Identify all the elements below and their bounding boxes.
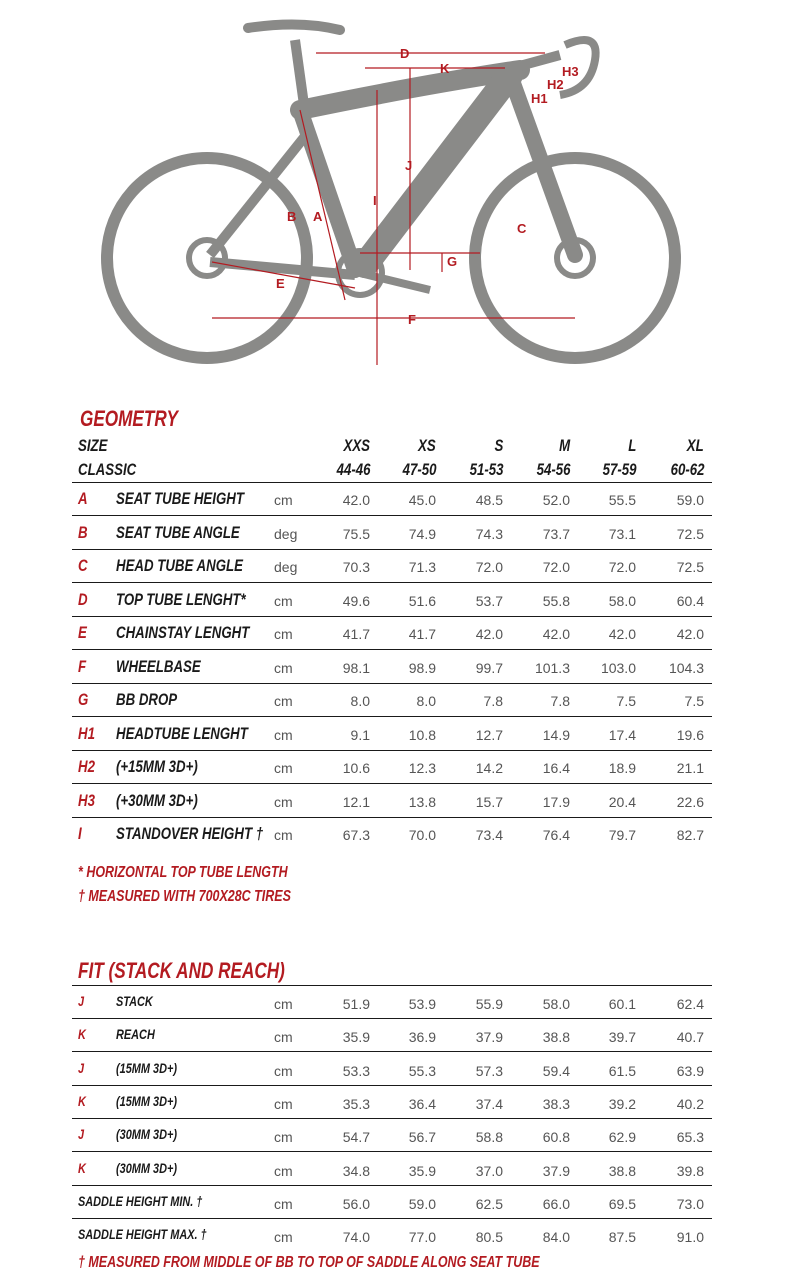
- row-unit: cm: [274, 492, 293, 508]
- row-id: H3: [78, 790, 95, 810]
- row-value: 72.5: [676, 559, 704, 575]
- geometry-row: [72, 517, 712, 550]
- row-value: 45.0: [408, 492, 436, 508]
- row-value: 76.4: [542, 827, 570, 843]
- row-value: 10.6: [342, 760, 370, 776]
- row-value: 55.9: [475, 996, 503, 1012]
- geometry-row: [72, 718, 712, 751]
- size-header: L: [627, 436, 636, 455]
- row-value: 72.0: [542, 559, 570, 575]
- row-value: 73.7: [542, 525, 570, 542]
- row-value: 59.0: [676, 492, 704, 508]
- row-value: 14.9: [542, 726, 570, 743]
- row-unit: cm: [274, 1195, 293, 1212]
- row-value: 41.7: [408, 626, 436, 642]
- geometry-row: [72, 483, 712, 516]
- row-value: 80.5: [475, 1229, 503, 1246]
- row-value: 21.1: [676, 760, 704, 776]
- row-value: 8.0: [350, 693, 370, 709]
- row-value: 40.2: [676, 1095, 704, 1112]
- row-value: 51.6: [408, 592, 436, 609]
- row-value: 12.1: [342, 793, 370, 810]
- row-id: H1: [78, 723, 95, 743]
- row-label: SEAT TUBE HEIGHT: [116, 489, 244, 508]
- fit-row: [72, 1186, 712, 1219]
- row-value: 74.0: [342, 1229, 370, 1246]
- row-value: 18.9: [608, 760, 636, 776]
- diagram-label-k: K: [440, 61, 450, 76]
- row-value: 73.4: [475, 827, 503, 843]
- row-value: 7.5: [616, 693, 636, 709]
- row-value: 35.9: [342, 1029, 370, 1046]
- row-value: 75.5: [342, 525, 370, 542]
- row-id: H2: [78, 757, 95, 776]
- row-label: WHEELBASE: [116, 656, 201, 676]
- row-value: 9.1: [350, 726, 370, 743]
- size-range: 57-59: [602, 460, 636, 479]
- row-label: HEADTUBE LENGHT: [116, 723, 248, 743]
- diagram-label-h1: H1: [531, 91, 548, 106]
- classic-label: CLASSIC: [78, 460, 137, 479]
- row-value: 67.3: [342, 827, 370, 843]
- row-value: 98.1: [342, 659, 370, 676]
- row-value: 84.0: [542, 1229, 570, 1246]
- note-standover: † MEASURED WITH 700X28C TIRES: [78, 888, 291, 905]
- row-unit: cm: [274, 592, 293, 609]
- row-value: 37.9: [542, 1162, 570, 1179]
- size-label: SIZE: [78, 436, 108, 455]
- row-value: 62.5: [475, 1195, 503, 1212]
- fit-row: [72, 1053, 712, 1086]
- rear-wheel: [107, 158, 307, 358]
- row-value: 36.9: [408, 1029, 436, 1046]
- row-value: 40.7: [676, 1029, 704, 1046]
- fit-top-rule: [72, 985, 712, 986]
- row-unit: cm: [274, 1229, 293, 1246]
- size-range: 60-62: [670, 460, 704, 479]
- row-unit: cm: [274, 1062, 293, 1079]
- row-value: 48.5: [475, 492, 503, 508]
- diagram-label-j: J: [405, 158, 413, 173]
- row-id: D: [78, 589, 88, 609]
- row-value: 13.8: [408, 793, 436, 810]
- row-value: 53.7: [475, 592, 503, 609]
- row-value: 39.7: [608, 1029, 636, 1046]
- row-id: J: [78, 1059, 85, 1076]
- row-id: J: [78, 993, 85, 1009]
- row-id: C: [78, 556, 88, 575]
- row-value: 49.6: [342, 592, 370, 609]
- row-value: 56.0: [342, 1195, 370, 1212]
- geometry-row: [72, 684, 712, 717]
- diagram-label-f: F: [408, 312, 416, 327]
- row-value: 60.8: [542, 1129, 570, 1146]
- row-value: 19.6: [676, 726, 704, 743]
- row-value: 60.1: [608, 996, 636, 1012]
- row-value: 60.4: [676, 592, 704, 609]
- row-label: (15MM 3D+): [116, 1092, 177, 1109]
- row-value: 55.3: [408, 1062, 436, 1079]
- row-value: 58.0: [542, 996, 570, 1012]
- row-value: 101.3: [534, 659, 570, 676]
- geometry-title: GEOMETRY: [80, 406, 178, 431]
- row-label: (30MM 3D+): [116, 1126, 177, 1143]
- row-value: 42.0: [475, 626, 503, 642]
- row-value: 58.0: [608, 592, 636, 609]
- row-value: 66.0: [542, 1195, 570, 1212]
- size-range: 51-53: [469, 460, 503, 479]
- row-value: 65.3: [676, 1129, 704, 1146]
- row-value: 70.3: [342, 559, 370, 575]
- row-unit: cm: [274, 996, 293, 1012]
- row-value: 87.5: [608, 1229, 636, 1246]
- diagram-label-h2: H2: [547, 77, 564, 92]
- row-value: 59.0: [408, 1195, 436, 1212]
- row-unit: cm: [274, 1162, 293, 1179]
- row-value: 74.3: [475, 525, 503, 542]
- row-value: 42.0: [608, 626, 636, 642]
- row-value: 22.6: [676, 793, 704, 810]
- fit-row: [72, 1019, 712, 1052]
- row-value: 58.8: [475, 1129, 503, 1146]
- row-unit: cm: [274, 760, 293, 776]
- row-value: 56.7: [408, 1129, 436, 1146]
- row-value: 36.4: [408, 1095, 436, 1112]
- row-unit: cm: [274, 793, 293, 810]
- row-value: 73.0: [676, 1195, 704, 1212]
- row-value: 7.8: [550, 693, 570, 709]
- geometry-row: [72, 751, 712, 784]
- row-value: 72.0: [475, 559, 503, 575]
- row-value: 104.3: [668, 659, 704, 676]
- row-label: SEAT TUBE ANGLE: [116, 522, 240, 542]
- row-unit: cm: [274, 659, 293, 676]
- bike-geometry-diagram: [0, 0, 800, 380]
- row-value: 62.9: [608, 1129, 636, 1146]
- row-value: 35.9: [408, 1162, 436, 1179]
- row-label: BB DROP: [116, 690, 178, 709]
- row-value: 12.7: [475, 726, 503, 743]
- diagram-label-a: A: [313, 209, 323, 224]
- diagram-label-e: E: [276, 276, 285, 291]
- row-value: 51.9: [342, 996, 370, 1012]
- row-value: 98.9: [408, 659, 436, 676]
- geometry-row: [72, 818, 712, 850]
- row-value: 55.8: [542, 592, 570, 609]
- size-range: 44-46: [336, 460, 370, 479]
- row-label: STANDOVER HEIGHT †: [116, 824, 264, 843]
- diagram-label-g: G: [447, 254, 458, 269]
- row-label: REACH: [116, 1026, 155, 1043]
- row-label: SADDLE HEIGHT MIN. †: [78, 1192, 203, 1209]
- row-value: 74.9: [408, 525, 436, 542]
- row-label: HEAD TUBE ANGLE: [116, 556, 243, 575]
- row-value: 77.0: [408, 1229, 436, 1246]
- row-value: 42.0: [542, 626, 570, 642]
- size-header: S: [494, 436, 503, 455]
- row-id: B: [78, 522, 88, 542]
- diagram-label-b: B: [287, 209, 297, 224]
- row-label: CHAINSTAY LENGHT: [116, 623, 250, 642]
- row-value: 54.7: [342, 1129, 370, 1146]
- size-header: XXS: [343, 436, 370, 455]
- row-value: 79.7: [608, 827, 636, 843]
- row-label: (30MM 3D+): [116, 1159, 177, 1176]
- row-value: 63.9: [676, 1062, 704, 1079]
- row-id: K: [78, 1026, 86, 1043]
- row-id: K: [78, 1092, 86, 1109]
- row-value: 10.8: [408, 726, 436, 743]
- size-range: 47-50: [402, 460, 436, 479]
- row-value: 69.5: [608, 1195, 636, 1212]
- diagram-label-c: C: [517, 221, 527, 236]
- row-value: 71.3: [408, 559, 436, 575]
- row-value: 15.7: [475, 793, 503, 810]
- row-id: I: [78, 824, 82, 843]
- row-id: A: [78, 489, 88, 508]
- geometry-row: [72, 584, 712, 617]
- row-value: 41.7: [342, 626, 370, 642]
- row-value: 34.8: [342, 1162, 370, 1179]
- table-top-rule: [72, 482, 712, 483]
- row-unit: cm: [274, 1095, 293, 1112]
- row-value: 42.0: [342, 492, 370, 508]
- row-value: 99.7: [475, 659, 503, 676]
- size-header: XL: [687, 436, 704, 455]
- row-value: 8.0: [416, 693, 436, 709]
- row-label: SADDLE HEIGHT MAX. †: [78, 1226, 207, 1243]
- row-value: 55.5: [608, 492, 636, 508]
- row-value: 53.9: [408, 996, 436, 1012]
- row-unit: deg: [274, 525, 298, 542]
- row-value: 82.7: [676, 827, 704, 843]
- note-saddle-height: † MEASURED FROM MIDDLE OF BB TO TOP OF SADDLE ALONG SEAT TUBE: [78, 1254, 540, 1271]
- row-value: 39.8: [676, 1162, 704, 1179]
- row-value: 72.0: [608, 559, 636, 575]
- row-label: STACK: [116, 993, 153, 1009]
- fit-row: [72, 1219, 712, 1251]
- row-id: G: [78, 690, 89, 709]
- fit-row: [72, 986, 712, 1019]
- row-unit: deg: [274, 559, 298, 575]
- diagram-label-i: I: [373, 193, 377, 208]
- size-header: XS: [418, 436, 436, 455]
- row-unit: cm: [274, 827, 293, 843]
- row-value: 61.5: [608, 1062, 636, 1079]
- geometry-row: [72, 617, 712, 650]
- diagram-label-d: D: [400, 46, 410, 61]
- geometry-row: [72, 550, 712, 583]
- row-id: E: [78, 623, 87, 642]
- row-value: 14.2: [475, 760, 503, 776]
- row-value: 39.2: [608, 1095, 636, 1112]
- row-value: 20.4: [608, 793, 636, 810]
- row-value: 35.3: [342, 1095, 370, 1112]
- row-value: 103.0: [600, 659, 636, 676]
- size-header: M: [558, 436, 570, 455]
- row-value: 42.0: [676, 626, 704, 642]
- row-unit: cm: [274, 693, 293, 709]
- row-unit: cm: [274, 726, 293, 743]
- row-unit: cm: [274, 1029, 293, 1046]
- row-value: 53.3: [342, 1062, 370, 1079]
- fit-row: [72, 1153, 712, 1186]
- row-value: 91.0: [676, 1229, 704, 1246]
- row-label: (+30MM 3D+): [116, 790, 198, 810]
- row-value: 37.4: [475, 1095, 503, 1112]
- fit-title: FIT (STACK AND REACH): [78, 958, 285, 983]
- row-id: J: [78, 1126, 85, 1143]
- fit-row: [72, 1119, 712, 1152]
- row-value: 62.4: [676, 996, 704, 1012]
- row-id: F: [78, 656, 87, 676]
- row-value: 59.4: [542, 1062, 570, 1079]
- row-label: (15MM 3D+): [116, 1059, 177, 1076]
- row-value: 7.5: [684, 693, 704, 709]
- row-value: 37.0: [475, 1162, 503, 1179]
- row-value: 73.1: [608, 525, 636, 542]
- row-value: 38.8: [542, 1029, 570, 1046]
- row-value: 38.3: [542, 1095, 570, 1112]
- row-unit: cm: [274, 1129, 293, 1146]
- row-value: 17.9: [542, 793, 570, 810]
- geometry-row: [72, 651, 712, 684]
- row-value: 72.5: [676, 525, 704, 542]
- row-label: (+15MM 3D+): [116, 757, 198, 776]
- row-value: 70.0: [408, 827, 436, 843]
- row-value: 16.4: [542, 760, 570, 776]
- row-label: TOP TUBE LENGHT*: [116, 589, 246, 609]
- diagram-label-h3: H3: [562, 64, 579, 79]
- row-value: 7.8: [483, 693, 503, 709]
- row-value: 37.9: [475, 1029, 503, 1046]
- row-value: 52.0: [542, 492, 570, 508]
- row-unit: cm: [274, 626, 293, 642]
- row-value: 38.8: [608, 1162, 636, 1179]
- row-value: 57.3: [475, 1062, 503, 1079]
- geometry-row: [72, 785, 712, 818]
- fit-row: [72, 1086, 712, 1119]
- size-range: 54-56: [536, 460, 570, 479]
- row-value: 12.3: [408, 760, 436, 776]
- row-id: K: [78, 1159, 86, 1176]
- row-value: 17.4: [608, 726, 636, 743]
- note-top-tube: * HORIZONTAL TOP TUBE LENGTH: [78, 864, 288, 881]
